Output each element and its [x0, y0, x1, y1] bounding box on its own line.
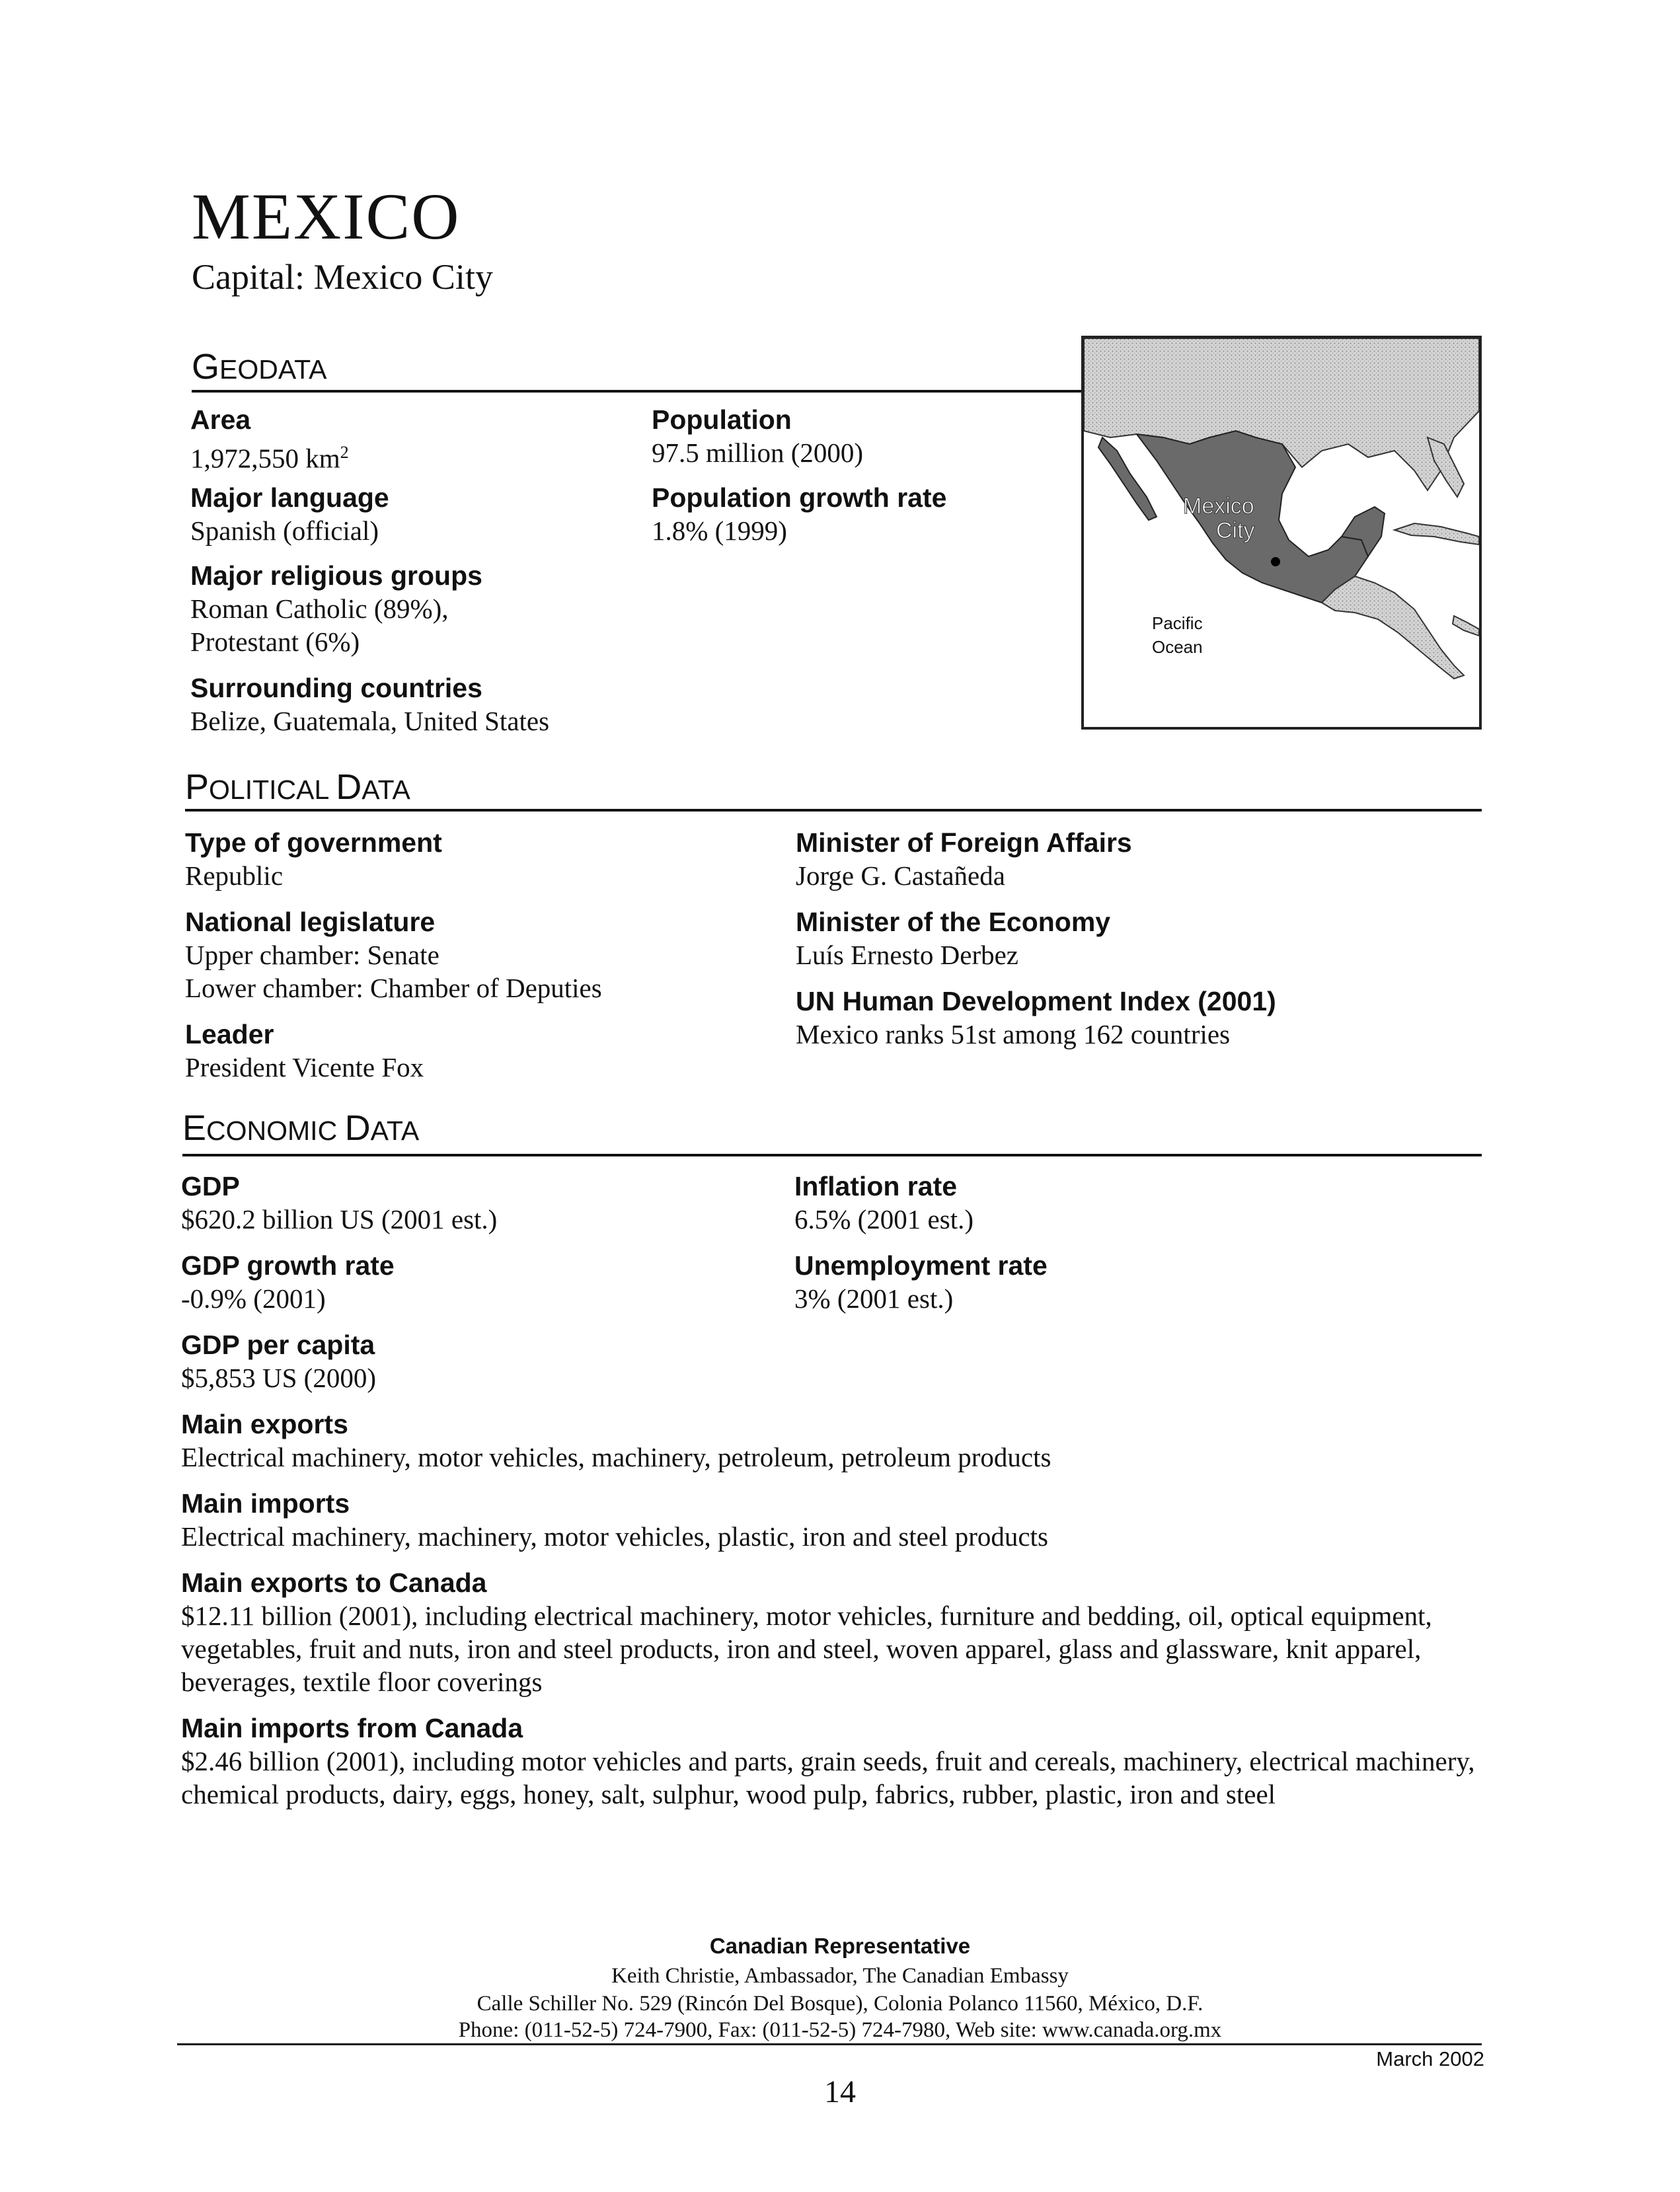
imports-from-canada-field — [181, 1712, 1476, 1811]
economy-minister-label: Minister of the Economy — [796, 907, 1111, 937]
location-map — [1081, 336, 1482, 730]
gdp-per-capita-value: $5,853 US (2000) — [181, 1363, 376, 1393]
unemployment-field — [794, 1249, 1048, 1315]
inflation-value: 6.5% (2001 est.) — [794, 1204, 974, 1234]
representative-line-1: Keith Christie, Ambassador, The Canadian Embassy — [611, 1964, 1069, 1988]
population-label: Population — [652, 404, 792, 435]
imports-from-canada-label: Main imports from Canada — [181, 1713, 523, 1743]
issue-date: March 2002 — [1376, 2047, 1484, 2070]
map-ocean-label-1: Pacific — [1152, 613, 1203, 633]
capital-marker-icon — [1271, 557, 1280, 566]
main-exports-field — [181, 1408, 1476, 1474]
gdp-value: $620.2 billion US (2001 est.) — [181, 1204, 498, 1234]
exports-to-canada-value: $12.11 billion (2001), including electrical machinery, motor vehicles, furniture and bedding, oil, optical equipment, vegetables, fruit and nuts, iron and steel products, iron and steel, woven apparel, glass and glassware, knit apparel, beverages, textile floor coverings — [181, 1601, 1432, 1697]
imports-from-canada-value: $2.46 billion (2001), including motor vehicles and parts, grain seeds, fruit and cereals, machinery, electrical machinery, chemical products, dairy, eggs, honey, salt, sulphur, wood pulp, fabrics, rubber, plastic, iron and steel — [181, 1746, 1475, 1809]
gdp-field — [181, 1170, 497, 1236]
legislature-label: National legislature — [185, 907, 436, 937]
country-title: MEXICO — [192, 180, 461, 253]
map-image — [1084, 338, 1479, 727]
area-field — [190, 403, 349, 475]
religion-value-2: Protestant (6%) — [190, 626, 360, 657]
capital-line: Capital: Mexico City — [192, 257, 493, 297]
government-label: Type of government — [185, 827, 442, 858]
religion-value-1: Roman Catholic (89%), — [190, 593, 449, 624]
foreign-minister-value: Jorge G. Castañeda — [796, 860, 1005, 891]
political-rule — [185, 809, 1482, 812]
leader-value: President Vicente Fox — [185, 1052, 424, 1082]
map-city-label-2: City — [1216, 518, 1255, 543]
footer-rule — [177, 2043, 1482, 2045]
geodata-heading: GEODATA — [192, 347, 327, 387]
leader-label: Leader — [185, 1019, 274, 1049]
page-number: 14 — [824, 2074, 856, 2109]
gdp-per-capita-field — [181, 1328, 376, 1394]
economy-minister-field — [796, 905, 1110, 971]
area-label: Area — [190, 404, 251, 435]
legislature-value-2: Lower chamber: Chamber of Deputies — [185, 973, 602, 1003]
population-growth-field — [652, 481, 946, 547]
government-value: Republic — [185, 860, 284, 891]
religion-field — [190, 559, 482, 658]
population-growth-label: Population growth rate — [652, 482, 947, 513]
surrounding-label: Surrounding countries — [190, 673, 482, 703]
main-imports-field — [181, 1487, 1476, 1553]
language-value: Spanish (official) — [190, 515, 379, 546]
leader-field — [185, 1018, 424, 1084]
map-city-label-1: Mexico — [1183, 494, 1254, 519]
government-field — [185, 826, 442, 892]
main-exports-value: Electrical machinery, motor vehicles, machinery, petroleum, petroleum products — [181, 1442, 1051, 1472]
unemployment-label: Unemployment rate — [794, 1250, 1048, 1281]
population-value: 97.5 million (2000) — [652, 437, 864, 468]
hdi-value: Mexico ranks 51st among 162 countries — [796, 1019, 1231, 1049]
inflation-field — [794, 1170, 974, 1236]
geodata-rule — [192, 390, 1081, 393]
area-value: 1,972,550 $km^2$ — [190, 443, 349, 474]
gdp-growth-label: GDP growth rate — [181, 1250, 395, 1281]
legislature-field — [185, 905, 602, 1004]
exports-to-canada-label: Main exports to Canada — [181, 1568, 487, 1598]
representative-line-3: Phone: (011-52-5) 724-7900, Fax: (011-52-5) 724-7980, Web site: www.canada.org.mx — [458, 2018, 1222, 2042]
gdp-per-capita-label: GDP per capita — [181, 1330, 375, 1360]
language-field — [190, 481, 389, 547]
foreign-minister-label: Minister of Foreign Affairs — [796, 827, 1132, 858]
main-exports-label: Main exports — [181, 1409, 348, 1439]
political-heading: POLITICAL DATA — [185, 767, 410, 807]
gdp-growth-field — [181, 1249, 395, 1315]
inflation-label: Inflation rate — [794, 1171, 958, 1201]
hdi-label: UN Human Development Index (2001) — [796, 986, 1276, 1016]
main-imports-value: Electrical machinery, machinery, motor vehicles, plastic, iron and steel products — [181, 1521, 1048, 1552]
legislature-value-1: Upper chamber: Senate — [185, 940, 439, 970]
gdp-label: GDP — [181, 1171, 240, 1201]
representative-line-2: Calle Schiller No. 529 (Rincón Del Bosque), Colonia Polanco 11560, México, D.F. — [477, 1992, 1203, 2016]
surrounding-field — [190, 671, 549, 737]
main-imports-label: Main imports — [181, 1488, 350, 1519]
foreign-minister-field — [796, 826, 1132, 892]
religion-label: Major religious groups — [190, 560, 482, 591]
economy-minister-value: Luís Ernesto Derbez — [796, 940, 1018, 970]
surrounding-value: Belize, Guatemala, United States — [190, 706, 550, 736]
representative-title: Canadian Representative — [709, 1934, 971, 1958]
language-label: Major language — [190, 482, 389, 513]
gdp-growth-value: -0.9% (2001) — [181, 1283, 326, 1314]
population-growth-value: 1.8% (1999) — [652, 515, 787, 546]
economic-rule — [182, 1154, 1482, 1156]
hdi-field — [796, 985, 1276, 1051]
economic-heading: ECONOMIC DATA — [182, 1108, 420, 1148]
population-field — [652, 403, 863, 469]
unemployment-value: 3% (2001 est.) — [794, 1283, 954, 1314]
exports-to-canada-field — [181, 1566, 1476, 1698]
map-ocean-label-2: Ocean — [1152, 637, 1203, 657]
